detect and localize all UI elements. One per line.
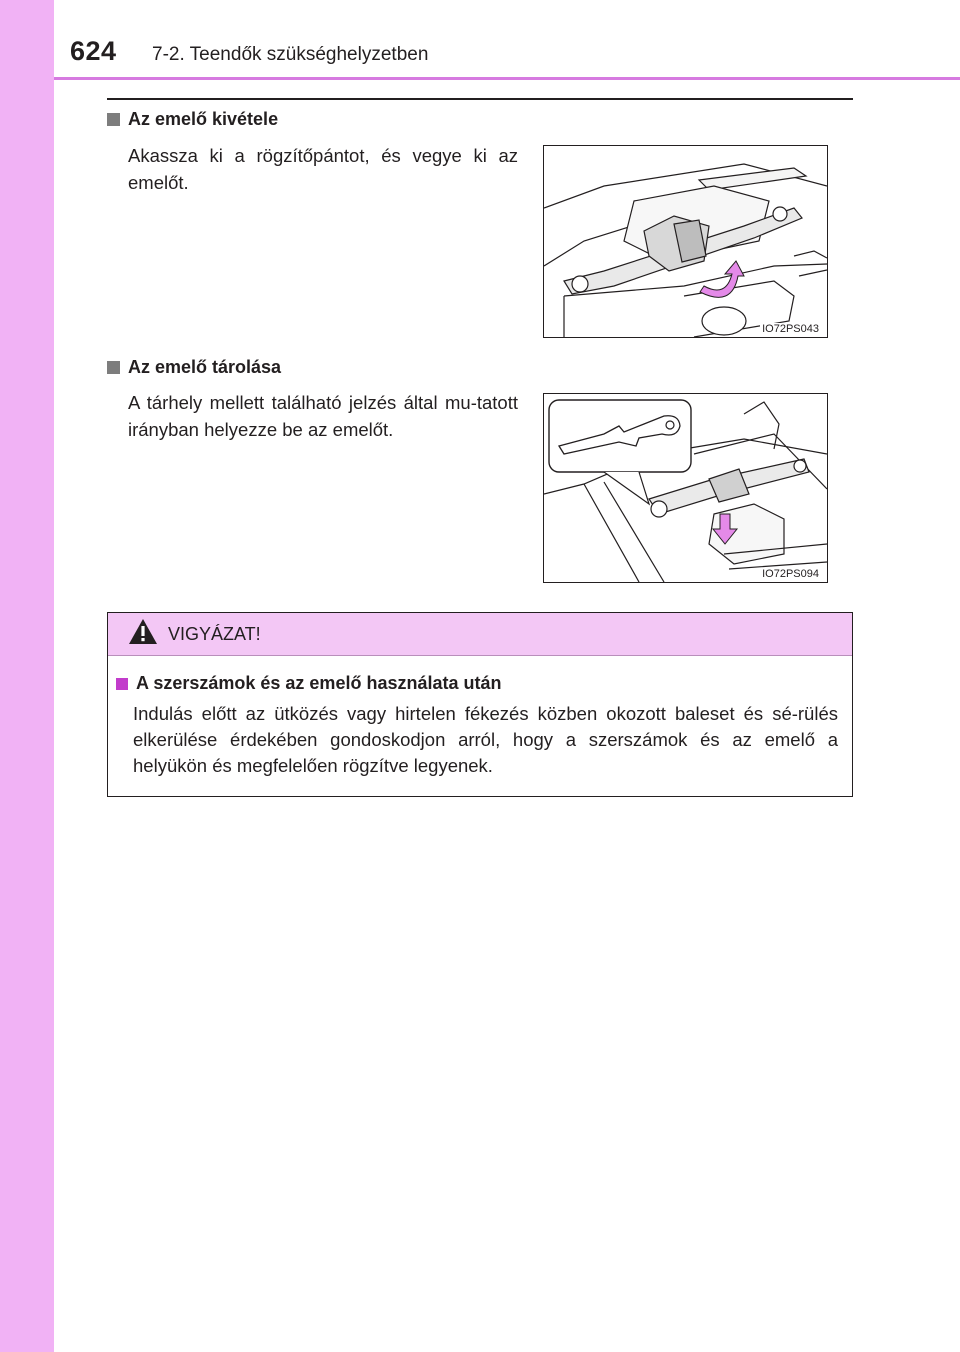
jack-storage-illustration	[543, 393, 828, 583]
section-heading-text: Az emelő kivétele	[128, 109, 279, 129]
caution-paragraph: Indulás előtt az ütközés vagy hirtelen fékezés közben okozott baleset és sé-rülés elkerülése érdekében gondoskodjon arról, hogy a szerszámok és az emelő a helyükön és megfelelően rögzítve legyenek.	[133, 703, 838, 776]
square-bullet-icon	[107, 361, 120, 374]
figure-code: IO72PS043	[762, 323, 819, 335]
caution-subheading-text: A szerszámok és az emelő használata után	[136, 673, 502, 693]
caution-box	[107, 612, 853, 797]
caution-subheading	[116, 673, 501, 694]
section-paragraph: A tárhely mellett található jelzés által mu-tatott irányban helyezze be az emelőt.	[128, 392, 518, 440]
section-heading-text: Az emelő tárolása	[128, 357, 282, 377]
caution-header	[108, 613, 852, 656]
header-rule	[54, 77, 960, 80]
section-rule	[107, 98, 853, 100]
section-paragraph: Akassza ki a rögzítőpántot, és vegye ki az emelőt.	[128, 145, 518, 193]
section-heading-jack-storage	[107, 357, 281, 378]
page-number: 624	[70, 36, 117, 66]
chapter-title: 7-2. Teendők szükséghelyzetben	[152, 44, 429, 65]
caution-title: VIGYÁZAT!	[168, 623, 261, 644]
square-bullet-icon	[107, 113, 120, 126]
section-heading-jack-removal	[107, 109, 278, 130]
figure-code: IO72PS094	[762, 568, 819, 580]
warning-triangle-icon	[128, 618, 158, 650]
side-band	[0, 0, 54, 1352]
square-bullet-icon	[116, 678, 128, 690]
jack-removal-illustration	[543, 145, 828, 338]
